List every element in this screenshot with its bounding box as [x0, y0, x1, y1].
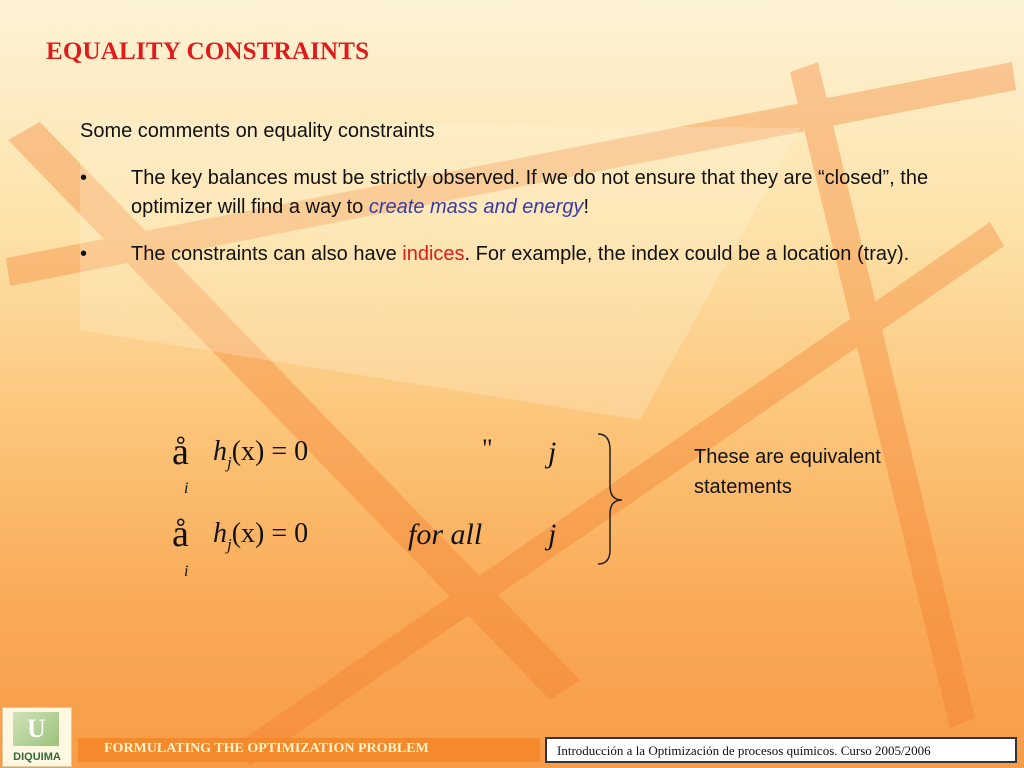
- bullet-text-part: !: [583, 196, 589, 218]
- function-name: h: [213, 436, 227, 467]
- constraint-expression: [213, 518, 309, 554]
- footer-right-text: Introducción a la Optimización de procesos químicos. Curso 2005/2006: [557, 743, 931, 758]
- diquima-logo: [2, 707, 72, 767]
- bullet-text: [131, 240, 976, 269]
- footer-section-title: [78, 738, 540, 762]
- footer-course-box: [545, 737, 1017, 763]
- bullet-dot: •: [80, 167, 88, 189]
- function-args: (x) = 0: [231, 436, 309, 467]
- bullet-dot: •: [80, 243, 88, 265]
- bullet-text-part: . For example, the index could be a location (tray).: [464, 243, 910, 265]
- curly-brace-icon: [592, 430, 632, 570]
- bullet-text-part: The key balances must be strictly observed. If we do not ensure that they are “closed”, the optimizer will find a way to: [131, 167, 929, 218]
- index-variable: j: [548, 518, 557, 551]
- slide-title: EQUALITY CONSTRAINTS: [46, 38, 370, 65]
- function-args: (x) = 0: [231, 518, 309, 549]
- sum-symbol: å: [172, 513, 189, 555]
- emphasis-text: indices: [402, 243, 465, 265]
- sum-symbol: å: [172, 431, 189, 473]
- emphasis-text: create mass and energy: [368, 196, 584, 218]
- logo-mark-icon: [13, 712, 59, 746]
- index-variable: j: [548, 436, 557, 469]
- intro-text: Some comments on equality constraints: [80, 120, 435, 142]
- function-subscript: j: [227, 535, 232, 554]
- bullet-text-part: The constraints can also have: [131, 243, 403, 265]
- sum-index: i: [184, 563, 189, 580]
- bullet-text: [131, 164, 976, 222]
- constraint-expression: [213, 436, 309, 472]
- footer-left-text: FORMULATING THE OPTIMIZATION PROBLEM: [104, 741, 429, 756]
- for-all-text: for all: [408, 518, 483, 551]
- sum-index: i: [184, 480, 189, 497]
- logo-caption: DIQUIMA: [13, 751, 61, 763]
- equivalence-note: These are equivalent statements: [694, 446, 881, 498]
- function-subscript: j: [227, 453, 232, 472]
- stripe-right-vertical: [790, 62, 975, 728]
- function-name: h: [213, 518, 227, 549]
- logo-mark-letter: U: [27, 714, 46, 743]
- quantifier-symbol: ": [482, 434, 493, 463]
